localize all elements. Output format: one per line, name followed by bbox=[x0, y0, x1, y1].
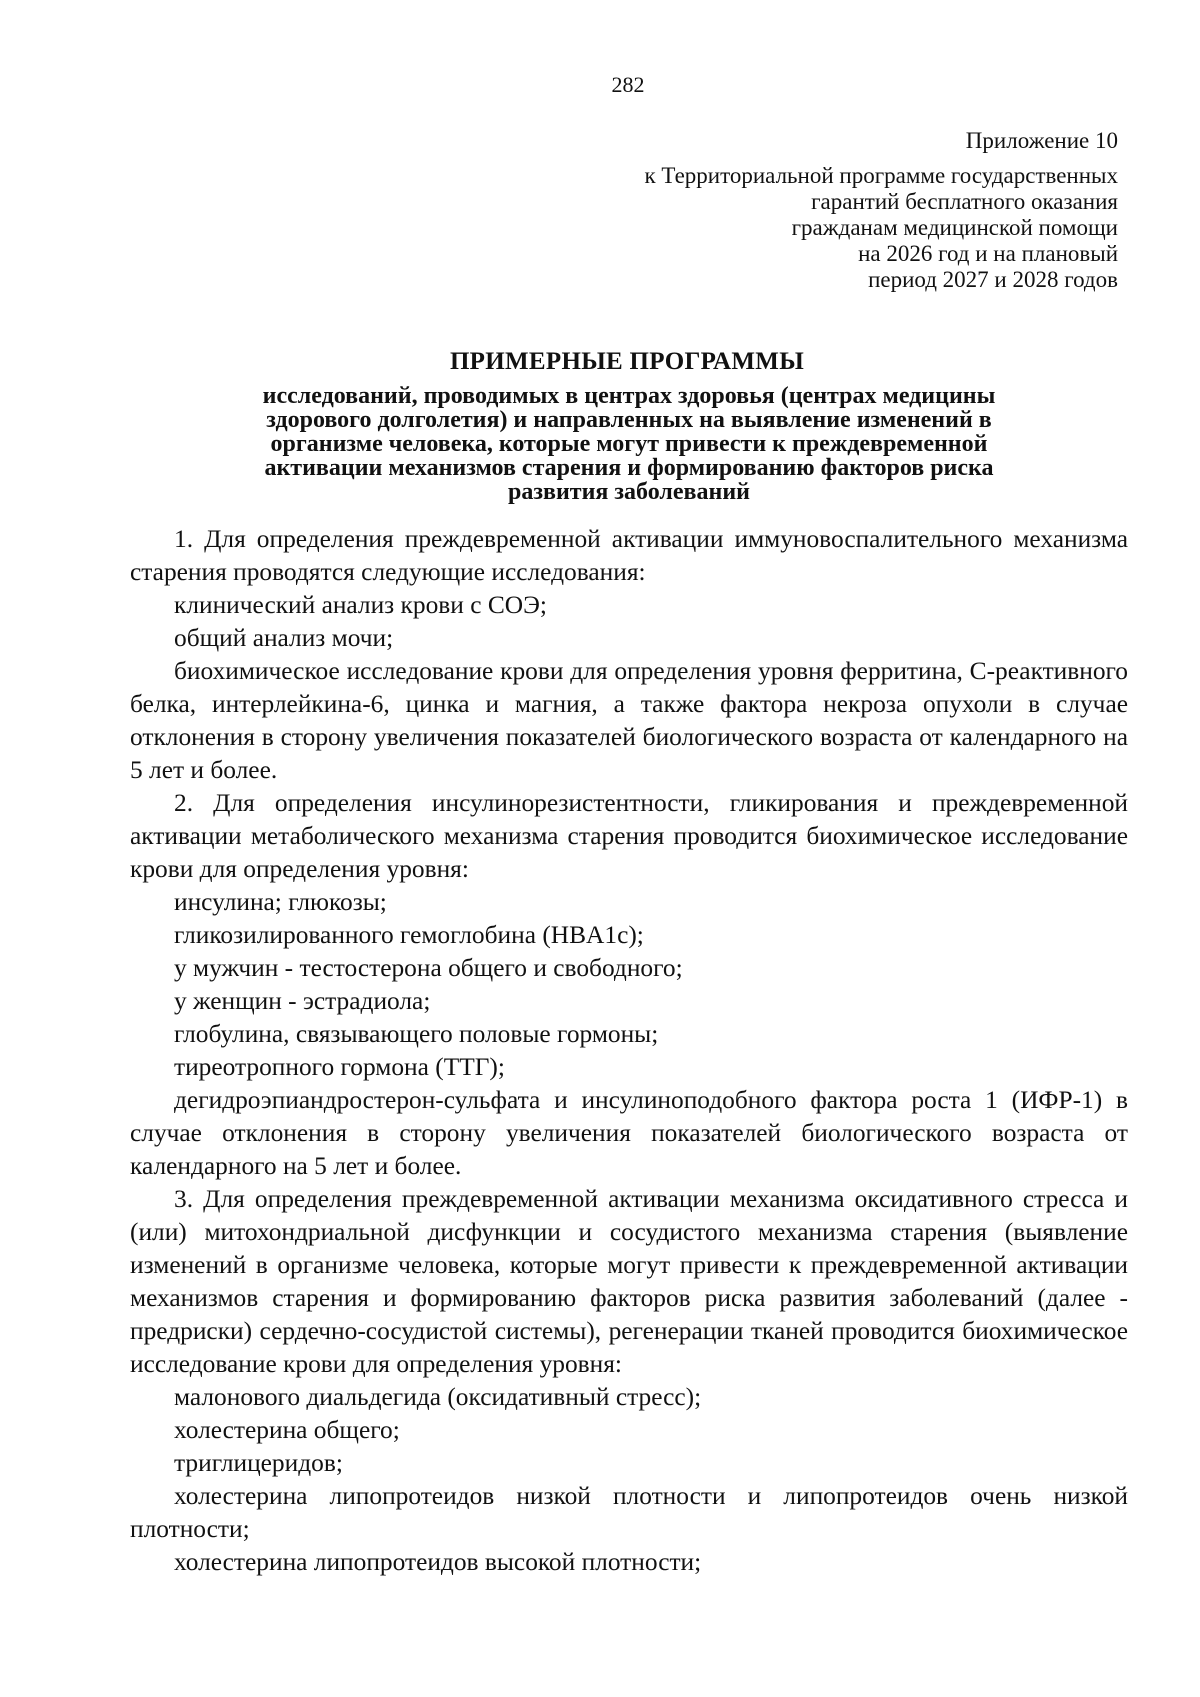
appendix-reference-line: к Территориальной программе государственных bbox=[644, 163, 1118, 188]
list-item: триглицеридов; bbox=[174, 1449, 343, 1477]
list-item: глобулина, связывающего половые гормоны; bbox=[174, 1020, 659, 1048]
list-item: гликозилированного гемоглобина (HBA1c); bbox=[174, 921, 644, 949]
list-item: у мужчин - тестостерона общего и свободного; bbox=[174, 954, 683, 982]
subtitle-line: развития заболеваний bbox=[508, 479, 750, 505]
appendix-reference-line: период 2027 и 2028 годов bbox=[868, 267, 1118, 292]
subtitle-line: исследований, проводимых в центрах здоровья (центрах медицины bbox=[262, 383, 996, 409]
subtitle-line: организме человека, которые могут привести к преждевременной bbox=[270, 431, 988, 457]
list-item: у женщин - эстрадиола; bbox=[174, 987, 431, 1015]
appendix-label: Приложение 10 bbox=[965, 128, 1118, 153]
subtitle-line: активации механизмов старения и формированию факторов риска bbox=[264, 455, 994, 481]
list-item: общий анализ мочи; bbox=[174, 624, 394, 652]
document-subtitle bbox=[120, 384, 1138, 504]
document-body bbox=[130, 523, 1128, 1579]
subtitle-line: здорового долголетия) и направленных на выявление изменений в bbox=[266, 407, 992, 433]
page-number: 282 bbox=[611, 72, 645, 97]
list-item: холестерина липопротеидов низкой плотности и липопротеидов очень низкой плотности; bbox=[130, 1482, 1128, 1543]
list-item: тиреотропного гормона (ТТГ); bbox=[174, 1053, 505, 1081]
appendix-reference-line: на 2026 год и на плановый bbox=[858, 241, 1118, 266]
section-3-intro: 3. Для определения преждевременной активации механизма оксидативного стресса и (или) митохондриальной дисфункции и сосудистого механизма старения (выявление изменений в организме человека, которые могут привести к преждевременной активации механизмов старения и формированию факторов риска развития заболеваний (далее - предриски) сердечно-сосудистой системы), регенерации тканей проводится биохимическое исследование крови для определения уровня: bbox=[130, 1185, 1128, 1378]
list-item: клинический анализ крови с СОЭ; bbox=[174, 591, 547, 619]
list-item: малонового диальдегида (оксидативный стресс); bbox=[174, 1383, 702, 1411]
list-item: холестерина общего; bbox=[174, 1416, 400, 1444]
appendix-reference-line: гарантий бесплатного оказания bbox=[811, 189, 1118, 214]
section-1-intro: 1. Для определения преждевременной активации иммуновоспалительного механизма старения проводятся следующие исследования: bbox=[130, 525, 1128, 586]
appendix-reference-line: гражданам медицинской помощи bbox=[791, 215, 1118, 240]
list-item: биохимическое исследование крови для определения уровня ферритина, С-реактивного белка, интерлейкина-6, цинка и магния, а также фактора некроза опухоли в случае отклонения в сторону увеличения показателей биологического возраста от календарного на 5 лет и более. bbox=[130, 657, 1128, 784]
list-item: инсулина; глюкозы; bbox=[174, 888, 387, 916]
document-title: ПРИМЕРНЫЕ ПРОГРАММЫ bbox=[449, 348, 805, 375]
section-2-intro: 2. Для определения инсулинорезистентности, гликирования и преждевременной активации метаболического механизма старения проводится биохимическое исследование крови для определения уровня: bbox=[130, 789, 1128, 883]
list-item: дегидроэпиандростерон-сульфата и инсулиноподобного фактора роста 1 (ИФР-1) в случае отклонения в сторону увеличения показателей биологического возраста от календарного на 5 лет и более. bbox=[130, 1086, 1128, 1180]
list-item: холестерина липопротеидов высокой плотности; bbox=[174, 1548, 702, 1576]
appendix-reference bbox=[558, 163, 1118, 293]
